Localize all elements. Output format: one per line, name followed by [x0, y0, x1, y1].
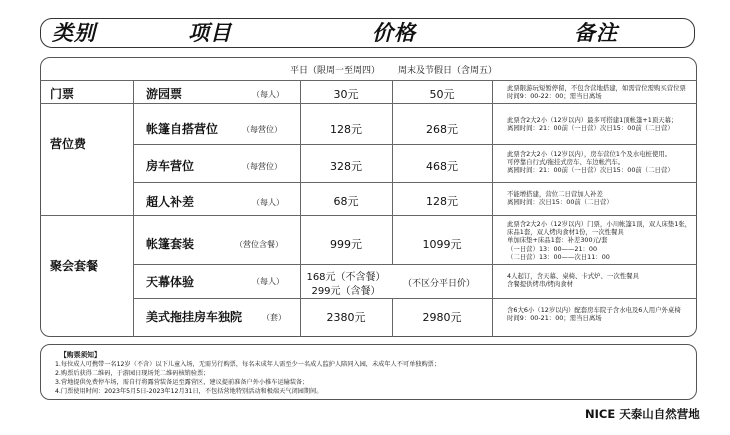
price-weekday: 2380元: [326, 311, 366, 324]
header-category: 类别: [52, 21, 96, 45]
item-name: 房车营位: [146, 159, 195, 173]
column-divider: [133, 80, 134, 337]
row-note: 4人起订，含天幕、桌椅、卡式炉、一次性餐具 含餐提供烤串/烤肉食材: [507, 272, 639, 289]
row-note: 此票含2大2小（12岁以内），房车营位1个及水电桩使用。 可停靠自行式/拖挂式房车、车边帐汽车。 离园时间：21：00前（一日营）次日15：00前（二日营）: [507, 150, 674, 175]
row-divider: [133, 264, 697, 265]
notice-title: 【购票须知】: [60, 351, 101, 359]
row-note: 此票限游玩短暂停留，不包含营地搭建，如需营位需购买营位票 时间9：00-22：00；需当日离场: [507, 84, 686, 101]
item-unit: （营位含餐）: [235, 240, 283, 249]
row-divider: [133, 298, 697, 299]
row-divider: [40, 215, 697, 216]
price-holiday: 268元: [426, 123, 458, 136]
category-campsite: 营位费: [50, 137, 87, 151]
item-name: 帐篷套装: [146, 237, 195, 251]
item-unit: （每人）: [252, 90, 284, 99]
item-unit: （套）: [262, 313, 286, 322]
row-note: 此票含2大2小（12岁以内）门票，小川帐篷1顶，双人床垫1张， 床品1套，双人烤肉食材1份，一次性餐具 单加床垫+床品1套：补差300元/套 （一日营）13：00——21：00 （二日营）13：00——次日11：00: [507, 220, 692, 261]
price-weekday: 128元: [330, 123, 362, 136]
price-weekday: 30元: [333, 88, 359, 101]
price-weekday: 68元: [333, 195, 359, 208]
notice-line: 4.门票使用时间：2023年5月5日-2023年12月31日，不包括营地特别活动和极端天气闭园期间。: [55, 388, 323, 395]
row-note: 不能增搭建，营位二日营加人补差 离园时间：次日15：00前（二日营）: [507, 190, 613, 207]
price-holiday: 50元: [429, 88, 455, 101]
notice-line: 2.购票后获得二维码，于游园日现场凭二维码核销验票；: [55, 370, 210, 377]
item-unit: （每人）: [252, 277, 284, 286]
row-divider: [40, 80, 697, 81]
period-weekday: 平日（限周一至周四）: [290, 66, 381, 76]
row-divider: [40, 103, 697, 104]
header-remark: 备注: [574, 21, 618, 45]
price-weekday-meal: 299元（含餐）: [311, 286, 381, 297]
period-holiday: 周末及节假日（含周五）: [398, 66, 498, 76]
row-divider: [133, 144, 697, 145]
item-name: 帐篷自搭营位: [146, 122, 219, 136]
column-divider: [492, 80, 493, 337]
header-item: 项目: [188, 21, 232, 45]
price-holiday: 128元: [426, 195, 458, 208]
item-unit: （每营位）: [242, 125, 282, 134]
item-name: 美式拖挂房车独院: [146, 310, 243, 324]
row-note: 此票含2大2小（12岁以内）最多可搭建1顶帐篷+1顶天幕； 离园时间：21：00前（一日营）次日15：00前（二日营）: [507, 116, 678, 133]
category-ticket: 门票: [50, 87, 75, 101]
row-note: 含6大6小（12岁以内）配套房车院子含水电及6人用户外桌椅 时间9：00-21：00；需当日离场: [507, 306, 681, 323]
price-holiday: 1099元: [422, 238, 462, 251]
item-name: 游园票: [146, 87, 183, 101]
item-name: 天幕体验: [146, 275, 195, 289]
price-weekday: 999元: [330, 238, 362, 251]
category-party: 聚会套餐: [50, 259, 99, 273]
header-price: 价格: [372, 21, 416, 45]
item-name: 超人补差: [146, 195, 195, 209]
price-weekday: 168元（不含餐）: [306, 272, 386, 283]
item-unit: （每人）: [252, 198, 284, 207]
price-holiday: 2980元: [422, 311, 462, 324]
row-divider: [133, 182, 697, 183]
price-weekday: 328元: [330, 160, 362, 173]
brand-footer: NICE 天泰山自然营地: [585, 407, 700, 421]
item-unit: （每营位）: [242, 162, 282, 171]
price-holiday-note: （不区分平日价）: [403, 279, 476, 289]
price-holiday: 468元: [426, 160, 458, 173]
notice-line: 1.每位成人可携带一名12岁（不含）以下儿童入场，无需另行购票，每名未成年人需至少一名成人监护人陪同入园，未成年人不可单独购票；: [55, 361, 441, 368]
notice-line: 3.营地提供免费停车场，需自行将露营装备运至露营区，建议提前准备户外小推车运输装备；: [55, 379, 309, 386]
